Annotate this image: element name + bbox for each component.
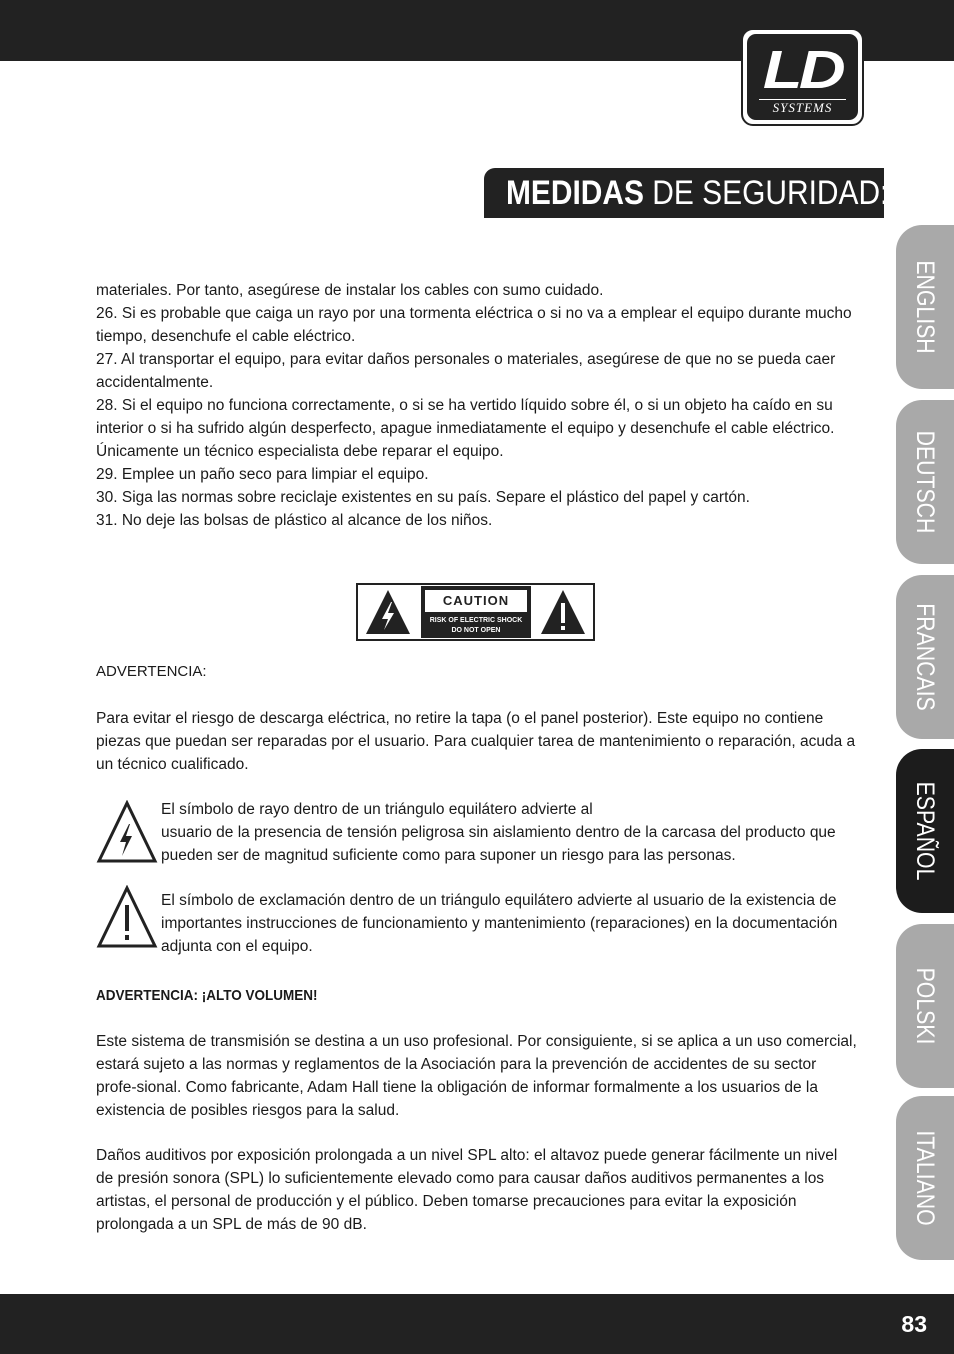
list-item: 31. No deje las bolsas de plástico al alcance de los niños. [96, 512, 493, 529]
lightning-text-line-1: El símbolo de rayo dentro de un triángulo equilátero advierte al [161, 801, 593, 818]
warning-label: ADVERTENCIA: [96, 663, 207, 680]
exclamation-symbol-text: El símbolo de exclamación dentro de un triángulo equilátero advierte al usuario de la existencia de importantes instrucciones de funcionamiento y mantenimiento (reparaciones) en la documentación adjunta con el equipo. [161, 892, 838, 955]
tab-espanol[interactable] [896, 749, 954, 913]
safety-items-list [96, 279, 858, 532]
tab-english-label: ENGLISH [911, 260, 939, 354]
page-title-bold: MEDIDAS [506, 174, 644, 212]
lightning-text-line-2: usuario de la presencia de tensión peligrosa sin aislamiento dentro de la carcasa del producto que pueden ser de magnitud suficiente como para suponer un riesgo para las personas. [161, 824, 836, 864]
caution-line-1: RISK OF ELECTRIC SHOCK [429, 617, 523, 624]
page-number: 83 [901, 1311, 927, 1337]
ld-systems-logo [741, 28, 864, 126]
tab-deutsch-label: DEUTSCH [911, 430, 939, 534]
volume-paragraph-1: Este sistema de transmisión se destina a un uso profesional. Por consiguiente, si se aplica a un uso comercial, estará sujeto a las normas y reglamentos de la Asociación para la prevención de accidentes de su sector profe-sional. Como fabricante, Adam Hall tiene la obligación de informar formalmente a los usuarios de la existencia de posibles riesgos para la salud. [96, 1033, 857, 1119]
exclamation-warning-icon [539, 588, 587, 636]
list-item: 26. Si es probable que caiga un rayo por una tormenta eléctrica o si no va a emplear el equipo durante mucho tiempo, desenchufe el cable eléctrico. [96, 305, 852, 345]
caution-title: CAUTION [425, 590, 527, 612]
tab-english[interactable] [896, 225, 954, 389]
caution-line-2: DO NOT OPEN [451, 627, 501, 634]
tab-italiano-label: ITALIANO [911, 1130, 939, 1226]
tab-italiano[interactable] [896, 1096, 954, 1260]
logo-ld-text: LD [762, 40, 843, 100]
volume-warning-heading: ADVERTENCIA: ¡ALTO VOLUMEN! [96, 987, 318, 1004]
caution-label [356, 583, 595, 641]
tab-deutsch[interactable] [896, 400, 954, 564]
bottom-footer-bar [0, 1294, 954, 1354]
list-item: 29. Emplee un paño seco para limpiar el equipo. [96, 466, 429, 483]
tab-espanol-label: ESPAÑOL [911, 781, 939, 881]
tab-francais-label: FRANCAIS [911, 603, 939, 711]
tab-francais[interactable] [896, 575, 954, 739]
lightning-symbol-text [161, 798, 861, 867]
list-item: materiales. Por tanto, asegúrese de instalar los cables con sumo cuidado. [96, 282, 604, 299]
list-item: 30. Siga las normas sobre reciclaje existentes en su país. Separe el plástico del papel y cartón. [96, 489, 750, 506]
exclamation-triangle-icon [96, 885, 158, 949]
lightning-triangle-icon [96, 800, 158, 864]
warning-text: Para evitar el riesgo de descarga eléctrica, no retire la tapa (o el panel posterior). Este equipo no contiene piezas que puedan ser reparadas por el usuario. Para cualquier tarea de mantenimiento o reparación, acuda a un técnico cualificado. [96, 710, 856, 773]
page-title-rest: DE SEGURIDAD: [652, 174, 889, 212]
page-title [484, 168, 889, 218]
volume-paragraph-2: Daños auditivos por exposición prolongada a un nivel SPL alto: el altavoz puede generar fácilmente un nivel de presión sonora (SPL) lo suficientemente elevado como para causar daños auditivos permanentes a los artistas, el personal de producción y el público. Deben tomarse precauciones para evitar la exposición prolongada a un SPL de más de 90 dB. [96, 1147, 838, 1233]
list-item: 27. Al transportar el equipo, para evitar daños personales o materiales, asegúrese de que no se pueda caer accidentalmente. [96, 351, 836, 391]
lightning-warning-icon [364, 588, 412, 636]
list-item: 28. Si el equipo no funciona correctamente, o si se ha vertido líquido sobre él, o si un objeto ha caído en su interior o si ha sufrido algún desperfecto, apague inmediatamente el equipo y desenchufe el cable eléctrico. Únicamente un técnico especialista debe reparar el equipo. [96, 397, 835, 460]
tab-polski-label: POLSKI [911, 967, 939, 1045]
tab-polski[interactable] [896, 924, 954, 1088]
logo-systems-text: SYSTEMS [759, 99, 846, 116]
